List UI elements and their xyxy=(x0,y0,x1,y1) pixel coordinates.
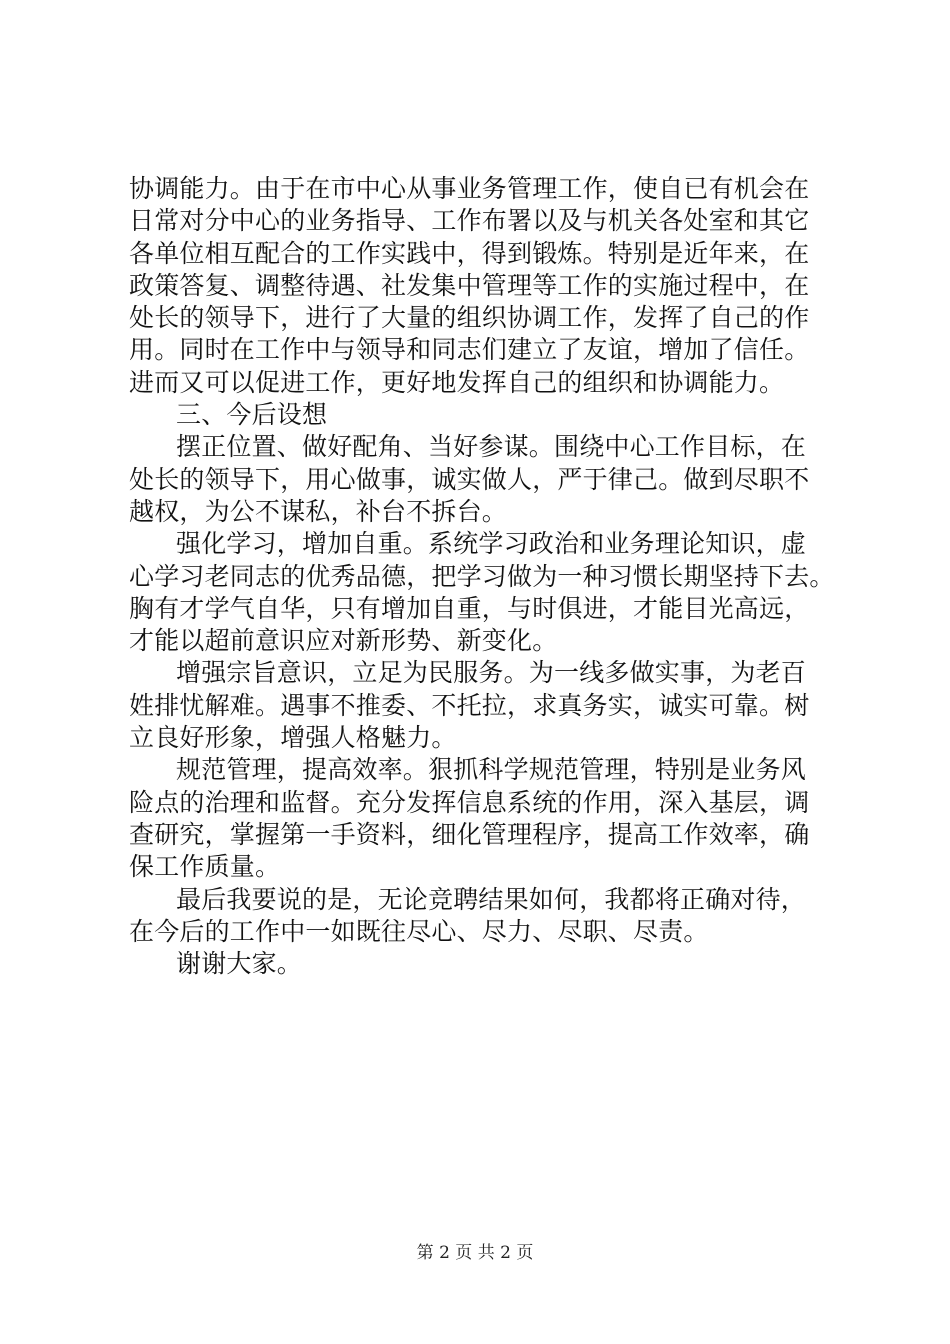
text-line: 协调能力。由于在市中心从事业务管理工作，使自已有机会在 xyxy=(129,174,810,203)
page-number-label: 第 2 页 共 2 页 xyxy=(416,1243,534,1263)
text-line: 各单位相互配合的工作实践中，得到锻炼。特别是近年来，在 xyxy=(129,238,810,268)
paragraph-start-line: 强化学习，增加自重。系统学习政治和业务理论知识，虚 xyxy=(176,529,807,559)
paragraph-start-line: 规范管理，提高效率。狠抓科学规范管理，特别是业务风 xyxy=(176,755,807,785)
paragraph-start-line: 最后我要说的是，无论竞聘结果如何，我都将正确对待， xyxy=(176,884,807,914)
text-line: 处长的领导下，进行了大量的组织协调工作，发挥了自己的作 xyxy=(129,303,810,333)
paragraph-start-line: 摆正位置、做好配角、当好参谋。围绕中心工作目标，在 xyxy=(176,432,807,462)
text-line: 越权，为公不谋私，补台不拆台。 xyxy=(129,496,508,526)
text-line: 险点的治理和监督。充分发挥信息系统的作用，深入基层，调 xyxy=(129,787,810,817)
text-line: 胸有才学气自华，只有增加自重，与时俱进，才能目光高远， xyxy=(129,593,810,623)
document-body xyxy=(129,173,849,980)
text-line: 在今后的工作中一如既往尽心、尽力、尽职、尽责。 xyxy=(129,916,709,946)
text-line: 保工作质量。 xyxy=(129,852,281,882)
text-line: 心学习老同志的优秀品德，把学习做为一种习惯长期坚持下去。 xyxy=(129,561,835,591)
text-line: 用。同时在工作中与领导和同志们建立了友谊，增加了信任。 xyxy=(129,335,810,365)
closing-line: 谢谢大家。 xyxy=(176,949,303,979)
text-line: 才能以超前意识应对新形势、新变化。 xyxy=(129,626,558,656)
text-line: 政策答复、调整待遇、社发集中管理等工作的实施过程中，在 xyxy=(129,270,810,300)
text-line: 姓排忧解难。遇事不推委、不托拉，求真务实，诚实可靠。树 xyxy=(129,690,810,720)
text-line: 日常对分中心的业务指导、工作布署以及与机关各处室和其它 xyxy=(129,206,810,236)
text-line: 立良好形象，增强人格魅力。 xyxy=(129,723,457,753)
text-line: 进而又可以促进工作，更好地发挥自己的组织和协调能力。 xyxy=(129,367,785,397)
section-heading: 三、今后设想 xyxy=(176,400,328,430)
text-line: 查研究，掌握第一手资料，细化管理程序，提高工作效率，确 xyxy=(129,819,810,849)
paragraph-start-line: 增强宗旨意识，立足为民服务。为一线多做实事，为老百 xyxy=(176,658,807,688)
text-line: 处长的领导下，用心做事，诚实做人，严于律己。做到尽职不 xyxy=(129,464,810,494)
page-footer xyxy=(0,1241,950,1265)
